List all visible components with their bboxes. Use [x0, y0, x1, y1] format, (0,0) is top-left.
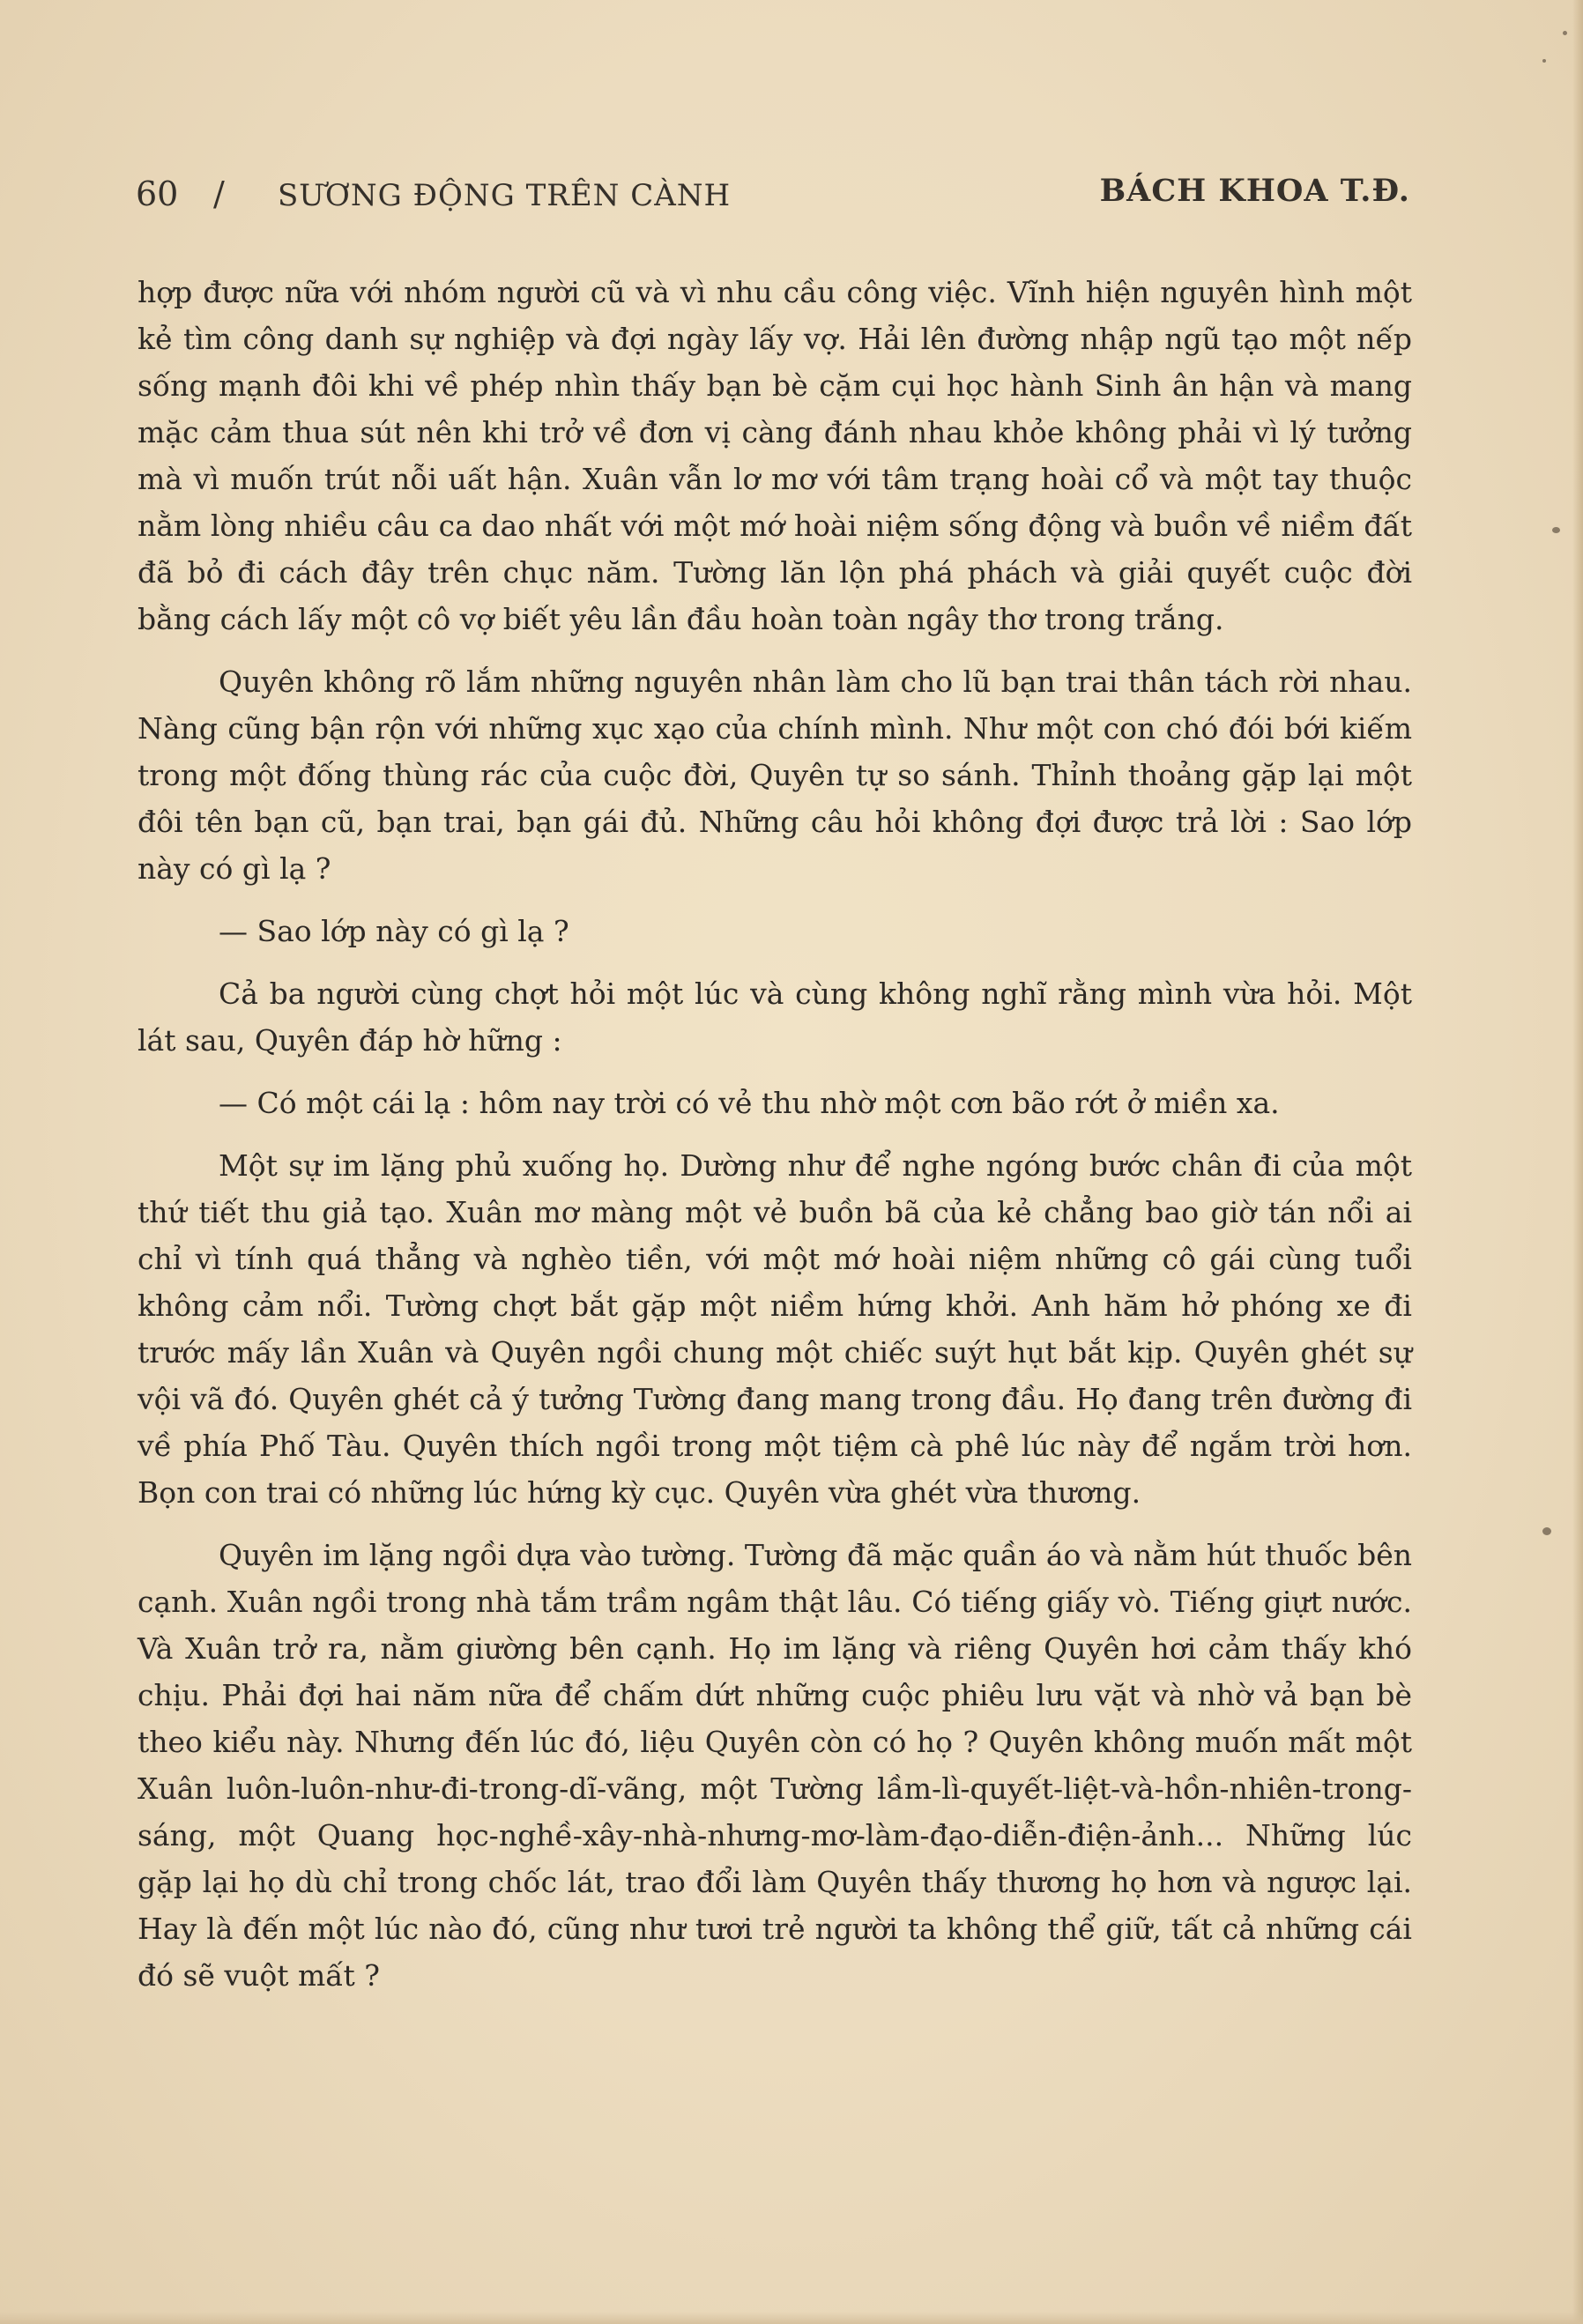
paragraph: Cả ba người cùng chợt hỏi một lúc và cùng không nghĩ rằng mình vừa hỏi. Một lát sau, Quyên đáp hờ hững :	[137, 976, 1412, 1058]
body-text	[137, 269, 1412, 2015]
paper-speck	[1552, 527, 1560, 533]
page-number: 60	[136, 174, 179, 213]
page-header	[132, 169, 1410, 222]
paragraph: hợp được nữa với nhóm người cũ và vì nhu cầu công việc. Vĩnh hiện nguyên hình một kẻ tìm công danh sự nghiệp và đợi ngày lấy vợ. Hải lên đường nhập ngũ tạo một nếp sống mạnh đôi khi về phép nhìn thấy bạn bè cặm cụi học hành Sinh ân hận và mang mặc cảm thua sút nên khi trở về đơn vị càng đánh nhau khỏe không phải vì lý tưởng mà vì muốn trút nỗi uất hận. Xuân vẫn lơ mơ với tâm trạng hoài cổ và một tay thuộc nằm lòng nhiều câu ca dao nhất với một mớ hoài niệm sống động và buồn về niềm đất đã bỏ đi cách đây trên chục năm. Tường lăn lộn phá phách và giải quyết cuộc đời bằng cách lấy một cô vợ biết yêu lần đầu hoàn toàn ngây thơ trong trắng.	[137, 275, 1412, 636]
paragraph: Quyên không rõ lắm những nguyên nhân làm cho lũ bạn trai thân tách rời nhau. Nàng cũng bận rộn với những xục xạo của chính mình. Như một con chó đói bới kiếm trong một đống thùng rác của cuộc đời, Quyên tự so sánh. Thỉnh thoảng gặp lại một đôi tên bạn cũ, bạn trai, bạn gái đủ. Những câu hỏi không đợi được trả lời : Sao lớp này có gì lạ ?	[137, 665, 1412, 886]
paragraph: Một sự im lặng phủ xuống họ. Dường như để nghe ngóng bước chân đi của một thứ tiết thu giả tạo. Xuân mơ màng một vẻ buồn bã của kẻ chẳng bao giờ tán nổi ai chỉ vì tính quá thẳng và nghèo tiền, với một mớ hoài niệm những cô gái cùng tuổi không cảm nổi. Tường chợt bắt gặp một niềm hứng khởi. Anh hăm hở phóng xe đi trước mấy lần Xuân và Quyên ngồi chung một chiếc suýt hụt bắt kịp. Quyên ghét sự vội vã đó. Quyên ghét cả ý tưởng Tường đang mang trong đầu. Họ đang trên đường đi về phía Phố Tàu. Quyên thích ngồi trong một tiệm cà phê lúc này để ngắm trời hơn. Bọn con trai có những lúc hứng kỳ cục. Quyên vừa ghét vừa thương.	[137, 1148, 1412, 1510]
page-edge-shadow-bottom	[0, 2312, 1583, 2324]
paper-speck	[1542, 59, 1546, 63]
running-title: SƯƠNG ĐỘNG TRÊN CÀNH	[278, 178, 732, 213]
dialogue-line: — Có một cái lạ : hôm nay trời có vẻ thu nhờ một cơn bão rớt ở miền xa.	[219, 1086, 1280, 1120]
dialogue-line: — Sao lớp này có gì lạ ?	[219, 914, 569, 948]
paper-speck	[1542, 1527, 1551, 1535]
paragraph: Quyên im lặng ngồi dựa vào tường. Tường đã mặc quần áo và nằm hút thuốc bên cạnh. Xuân ngồi trong nhà tắm trầm ngâm thật lâu. Có tiếng giấy vò. Tiếng giựt nước. Và Xuân trở ra, nằm giường bên cạnh. Họ im lặng và riêng Quyên hơi cảm thấy khó chịu. Phải đợi hai năm nữa để chấm dứt những cuộc phiêu lưu vặt và nhờ vả bạn bè theo kiểu này. Nhưng đến lúc đó, liệu Quyên còn có họ ? Quyên không muốn mất một Xuân luôn-luôn-như-đi-trong-dĩ-vãng, một Tường lầm-lì-quyết-liệt-và-hồn-nhiên-trong-sáng, một Quang học-nghề-xây-nhà-nhưng-mơ-làm-đạo-diễn-điện-ảnh... Những lúc gặp lại họ dù chỉ trong chốc lát, trao đổi làm Quyên thấy thương họ hơn và ngược lại. Hay là đến một lúc nào đó, cũng như tươi trẻ người ta không thể giữ, tất cả những cái đó sẽ vuột mất ?	[137, 1538, 1412, 1993]
page-edge-shadow-right	[1572, 0, 1583, 2324]
publisher-name: BÁCH KHOA T.Đ.	[1099, 173, 1410, 209]
paper-speck	[1563, 31, 1567, 35]
header-separator: /	[213, 174, 225, 213]
